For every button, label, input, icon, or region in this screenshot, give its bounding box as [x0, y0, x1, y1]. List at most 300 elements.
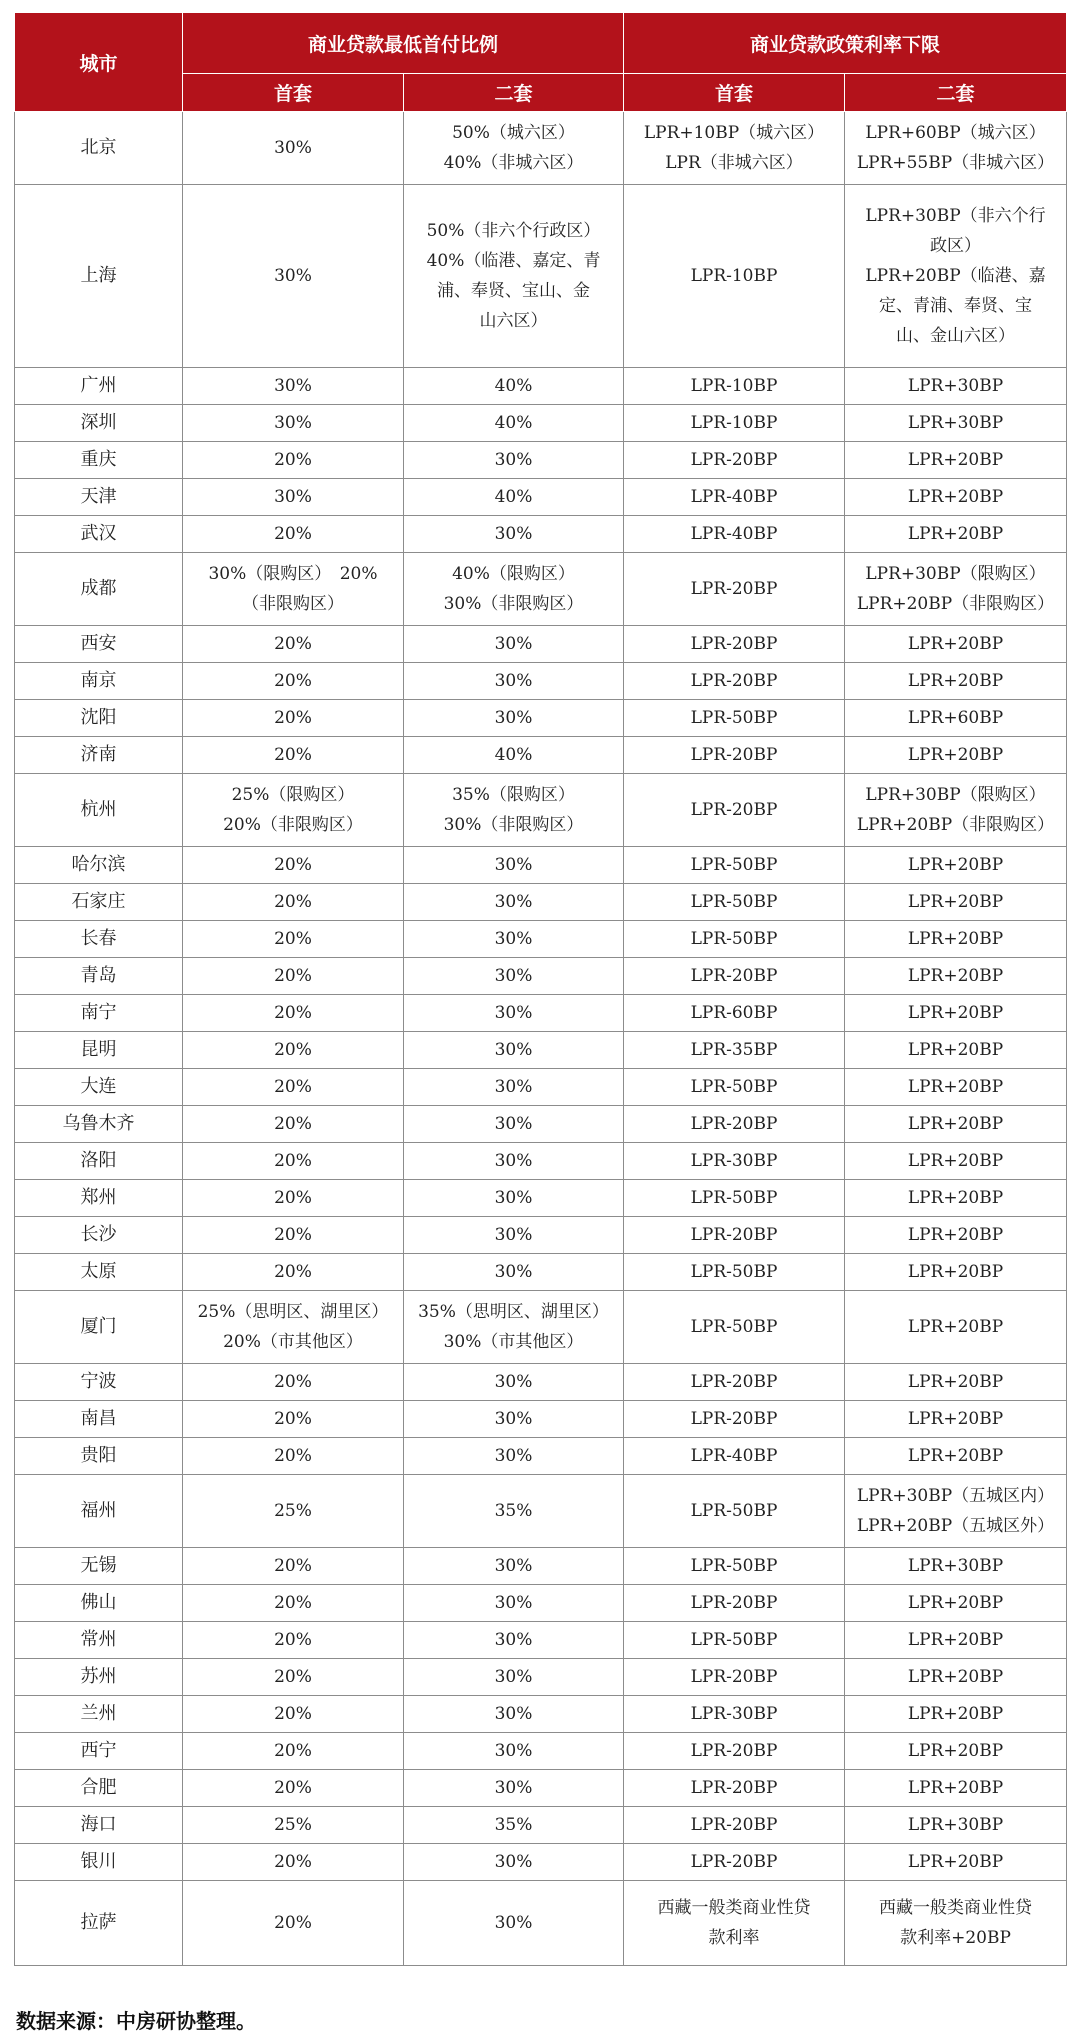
cell-line: 30%	[494, 1225, 533, 1245]
cell-line: 25%	[274, 1501, 312, 1521]
cell-line: LPR+20BP（非限购区）	[856, 594, 1055, 614]
downpayment-first-cell	[183, 1401, 404, 1438]
table-body	[15, 112, 1067, 1966]
cell-line: LPR-50BP	[690, 892, 778, 912]
table-row	[15, 1622, 1067, 1659]
data-source-note: 数据来源：中房研协整理。	[16, 2009, 256, 2033]
cell-line: 20%	[274, 1741, 312, 1761]
cell-line: LPR+20BP	[907, 892, 1004, 912]
cell-line: LPR-20BP	[690, 745, 778, 765]
table-row	[15, 1180, 1067, 1217]
rate-first-cell	[624, 1622, 845, 1659]
cell-line: 30%	[494, 1630, 533, 1650]
rate-second-cell	[845, 1585, 1067, 1622]
table-header	[15, 13, 1067, 112]
header-city: 城市	[15, 13, 183, 112]
cell-line: LPR+20BP	[907, 1040, 1004, 1060]
city-cell: 深圳	[15, 405, 183, 442]
cell-line: 20%	[274, 671, 312, 691]
cell-line: 30%	[494, 1704, 533, 1724]
cell-line: LPR+20BP	[907, 1151, 1004, 1171]
cell-line: LPR+20BP	[907, 855, 1004, 875]
table-row	[15, 112, 1067, 185]
rate-first-cell	[624, 185, 845, 368]
cell-line: 30%（市其他区）	[443, 1332, 584, 1352]
rate-second-cell	[845, 553, 1067, 626]
cell-line: LPR-50BP	[690, 1630, 778, 1650]
cell-line: LPR+20BP	[907, 1704, 1004, 1724]
cell-line: 30%	[274, 266, 312, 286]
cell-line: LPR-20BP	[690, 450, 778, 470]
cell-line: LPR+20BP（临港、嘉	[865, 266, 1046, 286]
cell-line: 20%	[274, 1852, 312, 1872]
downpayment-second-cell	[404, 774, 624, 847]
cell-line: 30%	[494, 1913, 533, 1933]
cell-line: 西藏一般类商业性贷	[879, 1898, 1033, 1918]
rate-second-cell	[845, 1548, 1067, 1585]
cell-line: LPR+20BP（非限购区）	[856, 815, 1055, 835]
rate-first-cell	[624, 958, 845, 995]
downpayment-second-cell	[404, 1401, 624, 1438]
cell-line: 30%	[494, 450, 533, 470]
downpayment-second-cell	[404, 921, 624, 958]
downpayment-second-cell	[404, 1659, 624, 1696]
downpayment-first-cell	[183, 1622, 404, 1659]
cell-line: 30%	[274, 413, 312, 433]
cell-line: LPR+60BP	[907, 708, 1004, 728]
cell-line: 30%	[494, 1778, 533, 1798]
city-cell: 广州	[15, 368, 183, 405]
downpayment-first-cell	[183, 442, 404, 479]
rate-second-cell	[845, 1881, 1067, 1966]
downpayment-second-cell	[404, 1770, 624, 1807]
city-cell: 大连	[15, 1069, 183, 1106]
header-dp-second: 二套	[404, 74, 624, 112]
cell-line: 20%	[274, 1667, 312, 1687]
cell-line: LPR+20BP	[907, 1077, 1004, 1097]
cell-line: 款利率	[708, 1928, 760, 1948]
cell-line: 20%	[274, 1630, 312, 1650]
rate-first-cell	[624, 1180, 845, 1217]
cell-line: LPR+20BP	[907, 634, 1004, 654]
cell-line: 20%	[274, 1913, 312, 1933]
rate-second-cell	[845, 626, 1067, 663]
rate-second-cell	[845, 847, 1067, 884]
downpayment-second-cell	[404, 958, 624, 995]
cell-line: LPR+20BP	[907, 1667, 1004, 1687]
downpayment-first-cell	[183, 1217, 404, 1254]
city-cell: 长春	[15, 921, 183, 958]
city-cell: 北京	[15, 112, 183, 185]
city-cell: 上海	[15, 185, 183, 368]
downpayment-second-cell	[404, 884, 624, 921]
city-cell: 常州	[15, 1622, 183, 1659]
rate-first-cell	[624, 1438, 845, 1475]
rate-second-cell	[845, 516, 1067, 553]
cell-line: LPR+20BP	[907, 1188, 1004, 1208]
city-cell: 武汉	[15, 516, 183, 553]
table-row	[15, 1770, 1067, 1807]
downpayment-second-cell	[404, 1106, 624, 1143]
cell-line: 30%	[494, 1262, 533, 1282]
cell-line: LPR-20BP	[690, 671, 778, 691]
rate-first-cell	[624, 368, 845, 405]
cell-line: 20%	[274, 1446, 312, 1466]
cell-line: LPR-50BP	[690, 1188, 778, 1208]
cell-line: 20%	[274, 1114, 312, 1134]
rate-first-cell	[624, 1217, 845, 1254]
table-row	[15, 774, 1067, 847]
city-cell: 沈阳	[15, 700, 183, 737]
cell-line: LPR+30BP（限购区）	[865, 564, 1046, 584]
cell-line: LPR-60BP	[690, 1003, 778, 1023]
downpayment-second-cell	[404, 553, 624, 626]
cell-line: LPR-20BP	[690, 1409, 778, 1429]
table-row	[15, 1696, 1067, 1733]
downpayment-first-cell	[183, 737, 404, 774]
cell-line: LPR+30BP	[907, 1815, 1004, 1835]
cell-line: LPR+20BP	[907, 450, 1004, 470]
cell-line: 定、青浦、奉贤、宝	[879, 296, 1033, 316]
downpayment-first-cell	[183, 112, 404, 185]
table-row	[15, 1733, 1067, 1770]
cell-line: LPR+20BP	[907, 745, 1004, 765]
header-rate: 商业贷款政策利率下限	[624, 13, 1067, 74]
cell-line: LPR-20BP	[690, 1114, 778, 1134]
rate-first-cell	[624, 1291, 845, 1364]
table-row	[15, 958, 1067, 995]
rate-second-cell	[845, 1659, 1067, 1696]
cell-line: 40%	[494, 376, 533, 396]
rate-first-cell	[624, 1475, 845, 1548]
cell-line: LPR+20BP	[907, 671, 1004, 691]
cell-line: 30%	[494, 1556, 533, 1576]
rate-first-cell	[624, 1807, 845, 1844]
downpayment-first-cell	[183, 1733, 404, 1770]
cell-line: 20%	[274, 1077, 312, 1097]
table-row	[15, 1069, 1067, 1106]
cell-line: LPR+20BP	[907, 1593, 1004, 1613]
cell-line: 20%	[274, 1593, 312, 1613]
rate-first-cell	[624, 479, 845, 516]
cell-line: LPR+60BP（城六区）	[865, 123, 1046, 143]
table-row	[15, 1807, 1067, 1844]
table-row	[15, 737, 1067, 774]
rate-second-cell	[845, 1733, 1067, 1770]
city-cell: 青岛	[15, 958, 183, 995]
cell-line: LPR-40BP	[690, 487, 778, 507]
table-row	[15, 1291, 1067, 1364]
cell-line: LPR-50BP	[690, 1317, 778, 1337]
rate-second-cell	[845, 1254, 1067, 1291]
rate-first-cell	[624, 1401, 845, 1438]
downpayment-first-cell	[183, 368, 404, 405]
rate-second-cell	[845, 1032, 1067, 1069]
downpayment-second-cell	[404, 516, 624, 553]
city-cell: 苏州	[15, 1659, 183, 1696]
cell-line: LPR-20BP	[690, 1852, 778, 1872]
rate-first-cell	[624, 663, 845, 700]
cell-line: 30%	[274, 487, 312, 507]
rate-first-cell	[624, 516, 845, 553]
rate-first-cell	[624, 626, 845, 663]
city-cell: 石家庄	[15, 884, 183, 921]
rate-second-cell	[845, 1622, 1067, 1659]
downpayment-second-cell	[404, 442, 624, 479]
cell-line: LPR+20BP	[907, 1852, 1004, 1872]
downpayment-second-cell	[404, 479, 624, 516]
rate-second-cell	[845, 958, 1067, 995]
table-row	[15, 479, 1067, 516]
cell-line: LPR-40BP	[690, 1446, 778, 1466]
cell-line: 50%（非六个行政区）	[426, 221, 601, 241]
rate-second-cell	[845, 921, 1067, 958]
table-row	[15, 884, 1067, 921]
rate-second-cell	[845, 1364, 1067, 1401]
downpayment-second-cell	[404, 1622, 624, 1659]
cell-line: 20%	[274, 1188, 312, 1208]
downpayment-first-cell	[183, 1548, 404, 1585]
cell-line: 20%	[274, 966, 312, 986]
table-row	[15, 516, 1067, 553]
cell-line: LPR-20BP	[690, 1667, 778, 1687]
cell-line: LPR+20BP	[907, 1446, 1004, 1466]
cell-line: LPR-20BP	[690, 1593, 778, 1613]
table-row	[15, 995, 1067, 1032]
city-cell: 西安	[15, 626, 183, 663]
downpayment-second-cell	[404, 1364, 624, 1401]
cell-line: 30%	[494, 1151, 533, 1171]
cell-line: LPR-20BP	[690, 1778, 778, 1798]
table-row	[15, 1844, 1067, 1881]
cell-line: LPR+20BP	[907, 929, 1004, 949]
cell-line: 20%	[274, 892, 312, 912]
city-cell: 南京	[15, 663, 183, 700]
cell-line: LPR+30BP（限购区）	[865, 785, 1046, 805]
cell-line: 山六区）	[479, 311, 548, 331]
rate-second-cell	[845, 1401, 1067, 1438]
city-cell: 银川	[15, 1844, 183, 1881]
rate-first-cell	[624, 737, 845, 774]
cell-line: 30%	[274, 376, 312, 396]
rate-second-cell	[845, 774, 1067, 847]
rate-second-cell	[845, 479, 1067, 516]
downpayment-second-cell	[404, 1807, 624, 1844]
cell-line: 20%（市其他区）	[223, 1332, 363, 1352]
cell-line: 40%	[494, 487, 533, 507]
cell-line: 50%（城六区）	[452, 123, 575, 143]
rate-first-cell	[624, 442, 845, 479]
rate-first-cell	[624, 1881, 845, 1966]
rate-second-cell	[845, 1106, 1067, 1143]
downpayment-second-cell	[404, 847, 624, 884]
city-cell: 贵阳	[15, 1438, 183, 1475]
rate-second-cell	[845, 112, 1067, 185]
header-rate-first: 首套	[624, 74, 845, 112]
rate-first-cell	[624, 112, 845, 185]
cell-line: 35%	[494, 1501, 533, 1521]
rate-first-cell	[624, 405, 845, 442]
downpayment-second-cell	[404, 1291, 624, 1364]
cell-line: 20%	[274, 1704, 312, 1724]
city-cell: 南宁	[15, 995, 183, 1032]
city-cell: 长沙	[15, 1217, 183, 1254]
cell-line: LPR-50BP	[690, 1077, 778, 1097]
downpayment-first-cell	[183, 1807, 404, 1844]
downpayment-second-cell	[404, 626, 624, 663]
cell-line: 30%	[494, 929, 533, 949]
cell-line: 30%	[494, 634, 533, 654]
city-cell: 兰州	[15, 1696, 183, 1733]
cell-line: 20%	[274, 1778, 312, 1798]
downpayment-first-cell	[183, 1844, 404, 1881]
downpayment-second-cell	[404, 1254, 624, 1291]
table-row	[15, 1032, 1067, 1069]
cell-line: LPR-10BP	[690, 376, 778, 396]
cell-line: LPR-30BP	[690, 1151, 778, 1171]
downpayment-second-cell	[404, 1881, 624, 1966]
downpayment-first-cell	[183, 1585, 404, 1622]
rate-first-cell	[624, 884, 845, 921]
downpayment-first-cell	[183, 1143, 404, 1180]
cell-line: LPR-30BP	[690, 1704, 778, 1724]
cell-line: LPR-10BP	[690, 413, 778, 433]
cell-line: 20%	[274, 745, 312, 765]
cell-line: 40%（限购区）	[452, 564, 575, 584]
city-cell: 合肥	[15, 1770, 183, 1807]
cell-line: 30%	[494, 1852, 533, 1872]
table-row	[15, 368, 1067, 405]
rate-first-cell	[624, 553, 845, 626]
cell-line: 40%（临港、嘉定、青	[426, 251, 601, 271]
cell-line: 30%	[494, 1446, 533, 1466]
downpayment-first-cell	[183, 663, 404, 700]
table-row	[15, 185, 1067, 368]
cell-line: LPR-20BP	[690, 634, 778, 654]
rate-first-cell	[624, 847, 845, 884]
rate-second-cell	[845, 1291, 1067, 1364]
city-cell: 南昌	[15, 1401, 183, 1438]
cell-line: 25%（限购区）	[231, 785, 355, 805]
cell-line: LPR-20BP	[690, 800, 778, 820]
table-row	[15, 1401, 1067, 1438]
cell-line: LPR+30BP	[907, 1556, 1004, 1576]
downpayment-first-cell	[183, 1106, 404, 1143]
downpayment-first-cell	[183, 1180, 404, 1217]
cell-line: 35%	[494, 1815, 533, 1835]
city-cell: 郑州	[15, 1180, 183, 1217]
cell-line: LPR-35BP	[690, 1040, 778, 1060]
cell-line: LPR-50BP	[690, 1556, 778, 1576]
cell-line: 35%（思明区、湖里区）	[418, 1302, 609, 1322]
downpayment-first-cell	[183, 884, 404, 921]
rate-second-cell	[845, 1696, 1067, 1733]
policy-table-container	[14, 12, 1066, 1966]
cell-line: 20%	[274, 450, 312, 470]
cell-line: 35%（限购区）	[452, 785, 575, 805]
city-cell: 福州	[15, 1475, 183, 1548]
rate-second-cell	[845, 442, 1067, 479]
cell-line: LPR-50BP	[690, 708, 778, 728]
table-row	[15, 405, 1067, 442]
cell-line: LPR-20BP	[690, 1225, 778, 1245]
cell-line: 30%	[494, 1667, 533, 1687]
rate-second-cell	[845, 368, 1067, 405]
cell-line: 20%（非限购区）	[223, 815, 363, 835]
cell-line: 山、金山六区）	[896, 326, 1016, 346]
city-cell: 昆明	[15, 1032, 183, 1069]
cell-line: LPR-50BP	[690, 1501, 778, 1521]
downpayment-first-cell	[183, 1291, 404, 1364]
rate-second-cell	[845, 405, 1067, 442]
rate-first-cell	[624, 1548, 845, 1585]
rate-second-cell	[845, 1180, 1067, 1217]
header-rate-second: 二套	[845, 74, 1067, 112]
cell-line: LPR+20BP	[907, 966, 1004, 986]
downpayment-first-cell	[183, 1438, 404, 1475]
downpayment-second-cell	[404, 1180, 624, 1217]
cell-line: 40%	[494, 413, 533, 433]
cell-line: LPR+20BP	[907, 487, 1004, 507]
cell-line: LPR-20BP	[690, 966, 778, 986]
cell-line: 40%（非城六区）	[443, 153, 584, 173]
cell-line: 政区）	[930, 236, 982, 256]
cell-line: LPR+20BP	[907, 1262, 1004, 1282]
table-row	[15, 1143, 1067, 1180]
policy-table	[14, 12, 1067, 1966]
table-row	[15, 1881, 1067, 1966]
cell-line: LPR+20BP	[907, 1778, 1004, 1798]
downpayment-second-cell	[404, 368, 624, 405]
rate-second-cell	[845, 663, 1067, 700]
rate-second-cell	[845, 1844, 1067, 1881]
city-cell: 哈尔滨	[15, 847, 183, 884]
downpayment-first-cell	[183, 774, 404, 847]
cell-line: LPR-50BP	[690, 855, 778, 875]
downpayment-first-cell	[183, 405, 404, 442]
cell-line: LPR-20BP	[690, 1815, 778, 1835]
cell-line: 20%	[274, 1225, 312, 1245]
downpayment-first-cell	[183, 700, 404, 737]
cell-line: LPR-50BP	[690, 929, 778, 949]
cell-line: 20%	[274, 524, 312, 544]
downpayment-first-cell	[183, 1475, 404, 1548]
cell-line: 30%	[494, 892, 533, 912]
city-cell: 太原	[15, 1254, 183, 1291]
table-row	[15, 921, 1067, 958]
downpayment-second-cell	[404, 663, 624, 700]
rate-first-cell	[624, 774, 845, 847]
table-row	[15, 1106, 1067, 1143]
header-downpayment: 商业贷款最低首付比例	[183, 13, 624, 74]
downpayment-second-cell	[404, 1844, 624, 1881]
downpayment-second-cell	[404, 1548, 624, 1585]
cell-line: LPR+20BP	[907, 1225, 1004, 1245]
downpayment-second-cell	[404, 185, 624, 368]
cell-line: 30%	[494, 1741, 533, 1761]
cell-line: LPR+20BP	[907, 1114, 1004, 1134]
downpayment-second-cell	[404, 405, 624, 442]
cell-line: LPR+20BP	[907, 1630, 1004, 1650]
rate-first-cell	[624, 1364, 845, 1401]
downpayment-first-cell	[183, 1069, 404, 1106]
city-cell: 佛山	[15, 1585, 183, 1622]
rate-second-cell	[845, 1069, 1067, 1106]
rate-first-cell	[624, 1069, 845, 1106]
table-row	[15, 1438, 1067, 1475]
cell-line: LPR+20BP	[907, 1372, 1004, 1392]
table-row	[15, 1475, 1067, 1548]
